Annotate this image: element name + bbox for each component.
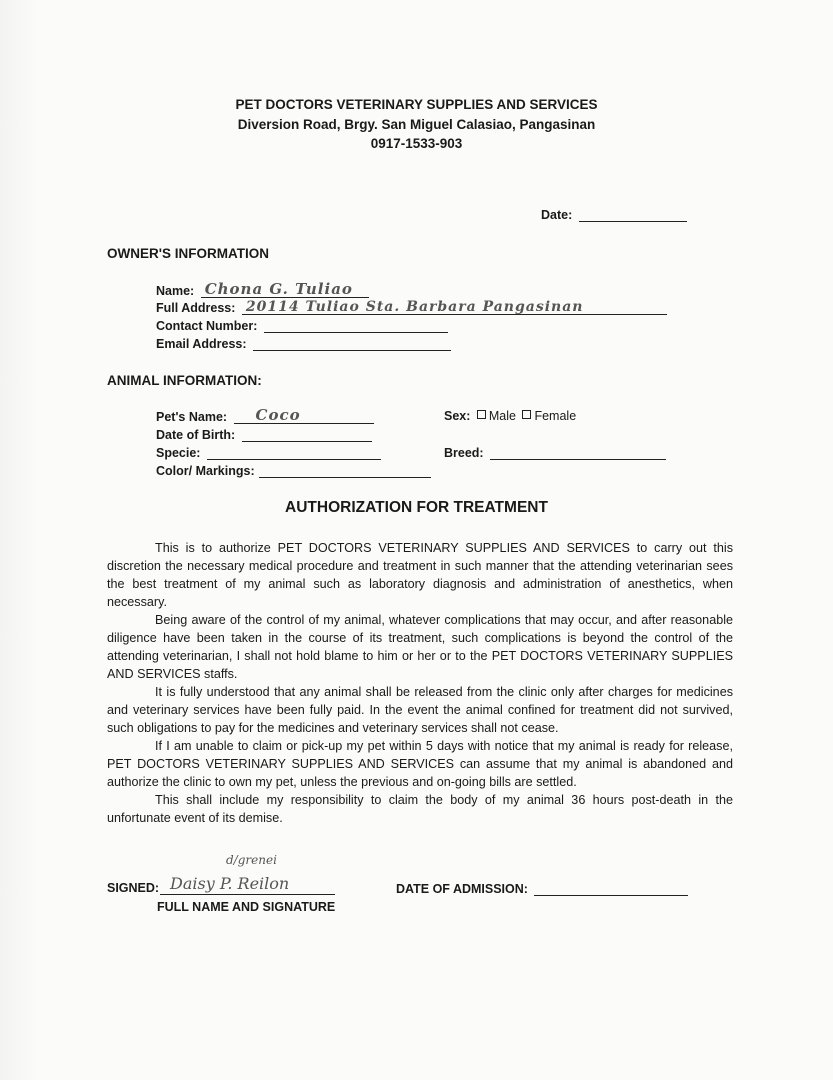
sex-label: Sex:: [444, 409, 471, 423]
contact-number-label: Contact Number:: [156, 319, 258, 333]
specie-field: [156, 445, 381, 460]
authorization-paragraph: This shall include my responsibility to claim the body of my animal 36 hours post-death in the unfortunate event of its demise.: [107, 793, 733, 825]
authorization-paragraph: It is fully understood that any animal shall be released from the clinic only after charges for medicines and veterinary services have been fully paid. In the event the animal confined for treatment did not survived, such obligations to pay for the medicines and veterinary services shall not cease.: [107, 685, 733, 735]
signature-handwriting: Daisy P. Reilon: [170, 874, 290, 893]
company-name: PET DOCTORS VETERINARY SUPPLIES AND SERVICES: [235, 97, 598, 112]
specie-label: Specie:: [156, 446, 201, 460]
female-checkbox[interactable]: [522, 410, 531, 419]
owner-name-label: Name:: [156, 284, 195, 298]
owner-address-label: Full Address:: [156, 301, 236, 315]
owner-name-field: [156, 280, 369, 298]
pet-name-handwriting: Coco: [255, 406, 301, 424]
color-markings-line[interactable]: [259, 463, 431, 478]
form-header: [0, 95, 833, 154]
company-address: Diversion Road, Brgy. San Miguel Calasiao, Pangasinan: [237, 116, 596, 132]
admission-line[interactable]: [534, 881, 688, 896]
color-markings-label: Color/ Markings:: [156, 464, 255, 478]
color-markings-field: [156, 463, 431, 478]
dob-label: Date of Birth:: [156, 428, 236, 442]
owner-address-line[interactable]: [242, 300, 667, 315]
owner-name-line[interactable]: [201, 280, 369, 298]
female-label: Female: [534, 409, 577, 423]
full-name-signature-label: FULL NAME AND SIGNATURE: [157, 900, 336, 914]
owner-section-title: OWNER'S INFORMATION: [107, 246, 269, 261]
male-checkbox[interactable]: [477, 410, 486, 419]
date-label: Date:: [541, 208, 573, 222]
pet-name-line[interactable]: [234, 406, 374, 424]
breed-field: [444, 445, 666, 460]
dob-field: [156, 427, 372, 442]
date-line[interactable]: [579, 207, 687, 222]
specie-line[interactable]: [207, 445, 381, 460]
animal-section-title: ANIMAL INFORMATION:: [107, 373, 262, 388]
date-field: [541, 207, 687, 222]
signature-note: d/grenei: [226, 853, 277, 867]
company-phone: 0917-1533-903: [370, 136, 463, 151]
authorization-paragraph: This is to authorize PET DOCTORS VETERINARY SUPPLIES AND SERVICES to carry out this discretion the necessary medical procedure and treatment in such manner that the attending veterinarian sees the best treatment of my animal such as laboratory diagnosis and administration of anesthetics, when necessary.: [107, 541, 733, 609]
admission-field: [396, 881, 688, 896]
authorization-title: AUTHORIZATION FOR TREATMENT: [285, 499, 548, 516]
signature-line[interactable]: [160, 853, 335, 895]
dob-line[interactable]: [242, 427, 372, 442]
email-line[interactable]: [253, 336, 451, 351]
breed-label: Breed:: [444, 446, 484, 460]
paper-shadow: [0, 0, 40, 1080]
signed-label: SIGNED:: [107, 881, 160, 895]
breed-line[interactable]: [490, 445, 666, 460]
pet-name-label: Pet's Name:: [156, 410, 228, 424]
contact-number-field: [156, 318, 448, 333]
authorization-paragraph: Being aware of the control of my animal, whatever complications that may occur, and after reasonable diligence have been taken in the course of its treatment, such complications is beyond the control of the attending veterinarian, I shall not hold blame to him or her or to the PET DOCTORS VETERINARY SUPPLIES AND SERVICES staffs.: [107, 613, 733, 681]
email-label: Email Address:: [156, 337, 247, 351]
male-label: Male: [488, 409, 516, 423]
contact-number-line[interactable]: [264, 318, 448, 333]
admission-label: DATE OF ADMISSION:: [396, 882, 528, 896]
authorization-paragraph: If I am unable to claim or pick-up my pet within 5 days with notice that my animal is ready for release, PET DOCTORS VETERINARY SUPPLIES AND SERVICES can assume that my animal is abandoned and authorize the clinic to own my pet, unless the previous and on-going bills are settled.: [107, 739, 733, 789]
authorization-body: [107, 539, 733, 827]
pet-name-field: [156, 406, 374, 424]
email-field: [156, 336, 451, 351]
sex-field: [444, 409, 576, 423]
owner-address-field: [156, 300, 667, 315]
owner-address-handwriting: 20114 Tuliao Sta. Barbara Pangasinan: [245, 299, 584, 315]
owner-name-handwriting: Chona G. Tuliao: [204, 280, 353, 298]
